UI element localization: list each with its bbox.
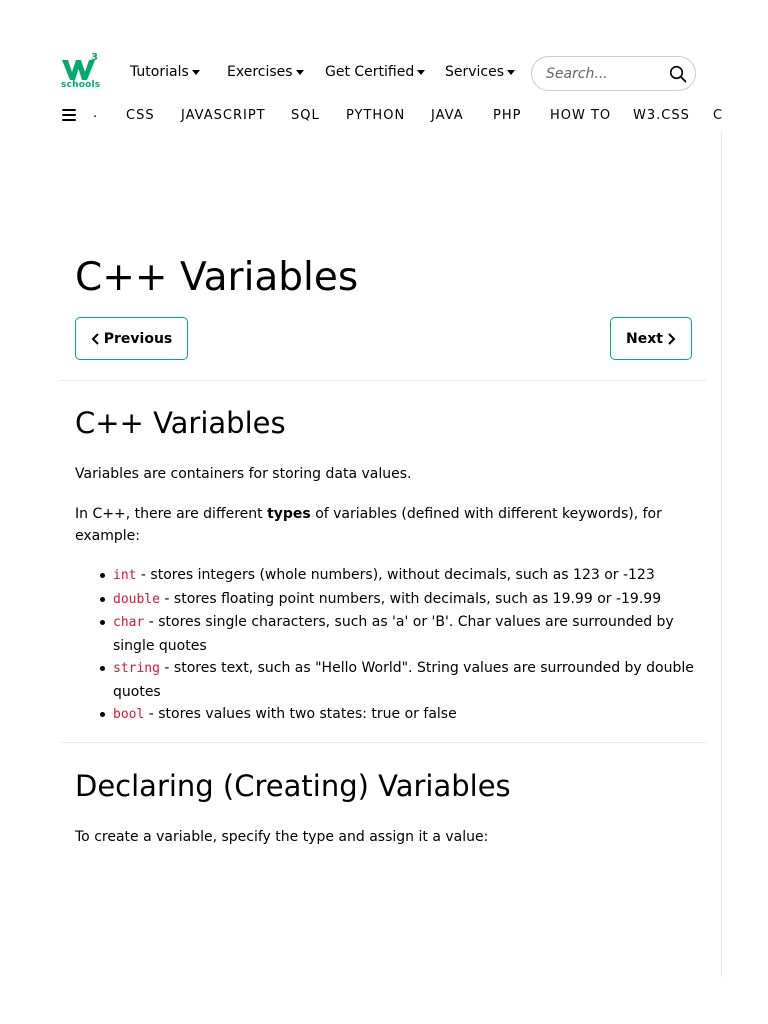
nav-exercises[interactable]	[227, 64, 304, 80]
previous-label: Previous	[103, 330, 173, 347]
subnav-item-php[interactable]: PHP	[493, 108, 522, 123]
search-box	[531, 56, 696, 91]
nav-exercises-label: Exercises	[227, 64, 293, 80]
subnav-item-javascript[interactable]: JAVASCRIPT	[181, 108, 266, 123]
subnav-dot: .	[93, 106, 98, 121]
divider	[60, 742, 707, 743]
types-para-before: In C++, there are different	[75, 506, 268, 522]
top-header	[0, 0, 768, 100]
subnav-item-java[interactable]: JAVA	[431, 108, 464, 123]
list-item-text: - stores single characters, such as 'a' or 'B'. Char values are surrounded by single quotes	[113, 614, 674, 654]
subnav-item-how-to[interactable]: HOW TO	[550, 108, 612, 123]
section-heading-variables: C++ Variables	[75, 406, 286, 440]
code-keyword: char	[113, 615, 145, 630]
list-item	[100, 611, 700, 657]
section-heading-declaring: Declaring (Creating) Variables	[75, 769, 511, 803]
section-intro: Variables are containers for storing data values.	[75, 466, 412, 482]
search-input[interactable]	[546, 65, 656, 83]
nav-get-certified[interactable]	[325, 64, 425, 80]
subject-nav	[0, 100, 722, 132]
list-item-text: - stores values with two states: true or false	[144, 706, 457, 722]
types-paragraph	[75, 503, 695, 547]
list-item-text: - stores integers (whole numbers), without decimals, such as 123 or -123	[136, 567, 655, 583]
next-button[interactable]	[610, 317, 692, 360]
types-para-bold: types	[267, 506, 311, 522]
page-title: C++ Variables	[75, 255, 359, 300]
list-item	[100, 564, 700, 588]
divider	[60, 380, 707, 381]
subnav-item-sql[interactable]: SQL	[291, 108, 320, 123]
nav-tutorials-label: Tutorials	[130, 64, 189, 80]
chevron-left-icon	[91, 333, 100, 345]
nav-tutorials[interactable]	[130, 64, 200, 80]
caret-down-icon	[192, 70, 200, 75]
code-keyword: string	[113, 661, 160, 676]
caret-down-icon	[417, 70, 425, 75]
logo-text: schools	[61, 80, 101, 90]
previous-button[interactable]	[75, 317, 188, 360]
nav-get-certified-label: Get Certified	[325, 64, 415, 80]
code-keyword: bool	[113, 707, 145, 722]
nav-services[interactable]	[445, 64, 515, 80]
subnav-item-w3css[interactable]: W3.CSS	[633, 108, 690, 123]
code-keyword: double	[113, 591, 160, 607]
list-item-text: - stores text, such as "Hello World". String values are surrounded by double quotes	[113, 660, 694, 700]
list-item	[100, 703, 700, 727]
list-item-text: - stores floating point numbers, with decimals, such as 19.99 or -19.99	[159, 590, 662, 607]
search-icon[interactable]	[669, 65, 687, 83]
section-intro-declaring: To create a variable, specify the type and assign it a value:	[75, 829, 489, 845]
menu-icon[interactable]	[62, 109, 76, 121]
nav-services-label: Services	[445, 64, 505, 80]
subnav-item-c[interactable]: C	[713, 108, 724, 123]
list-item	[100, 588, 700, 612]
list-item	[100, 657, 700, 703]
types-para-after: of variables (defined with different keywords), for example:	[75, 506, 662, 544]
content-divider	[721, 132, 722, 977]
caret-down-icon	[507, 70, 515, 75]
logo-superscript: 3	[91, 52, 98, 63]
code-keyword: int	[113, 568, 137, 583]
subnav-item-css[interactable]: CSS	[126, 108, 155, 123]
chevron-right-icon	[667, 333, 676, 345]
next-label: Next	[626, 330, 663, 347]
subnav-item-python[interactable]: PYTHON	[346, 108, 406, 123]
caret-down-icon	[296, 70, 304, 75]
variable-types-list	[100, 564, 700, 727]
